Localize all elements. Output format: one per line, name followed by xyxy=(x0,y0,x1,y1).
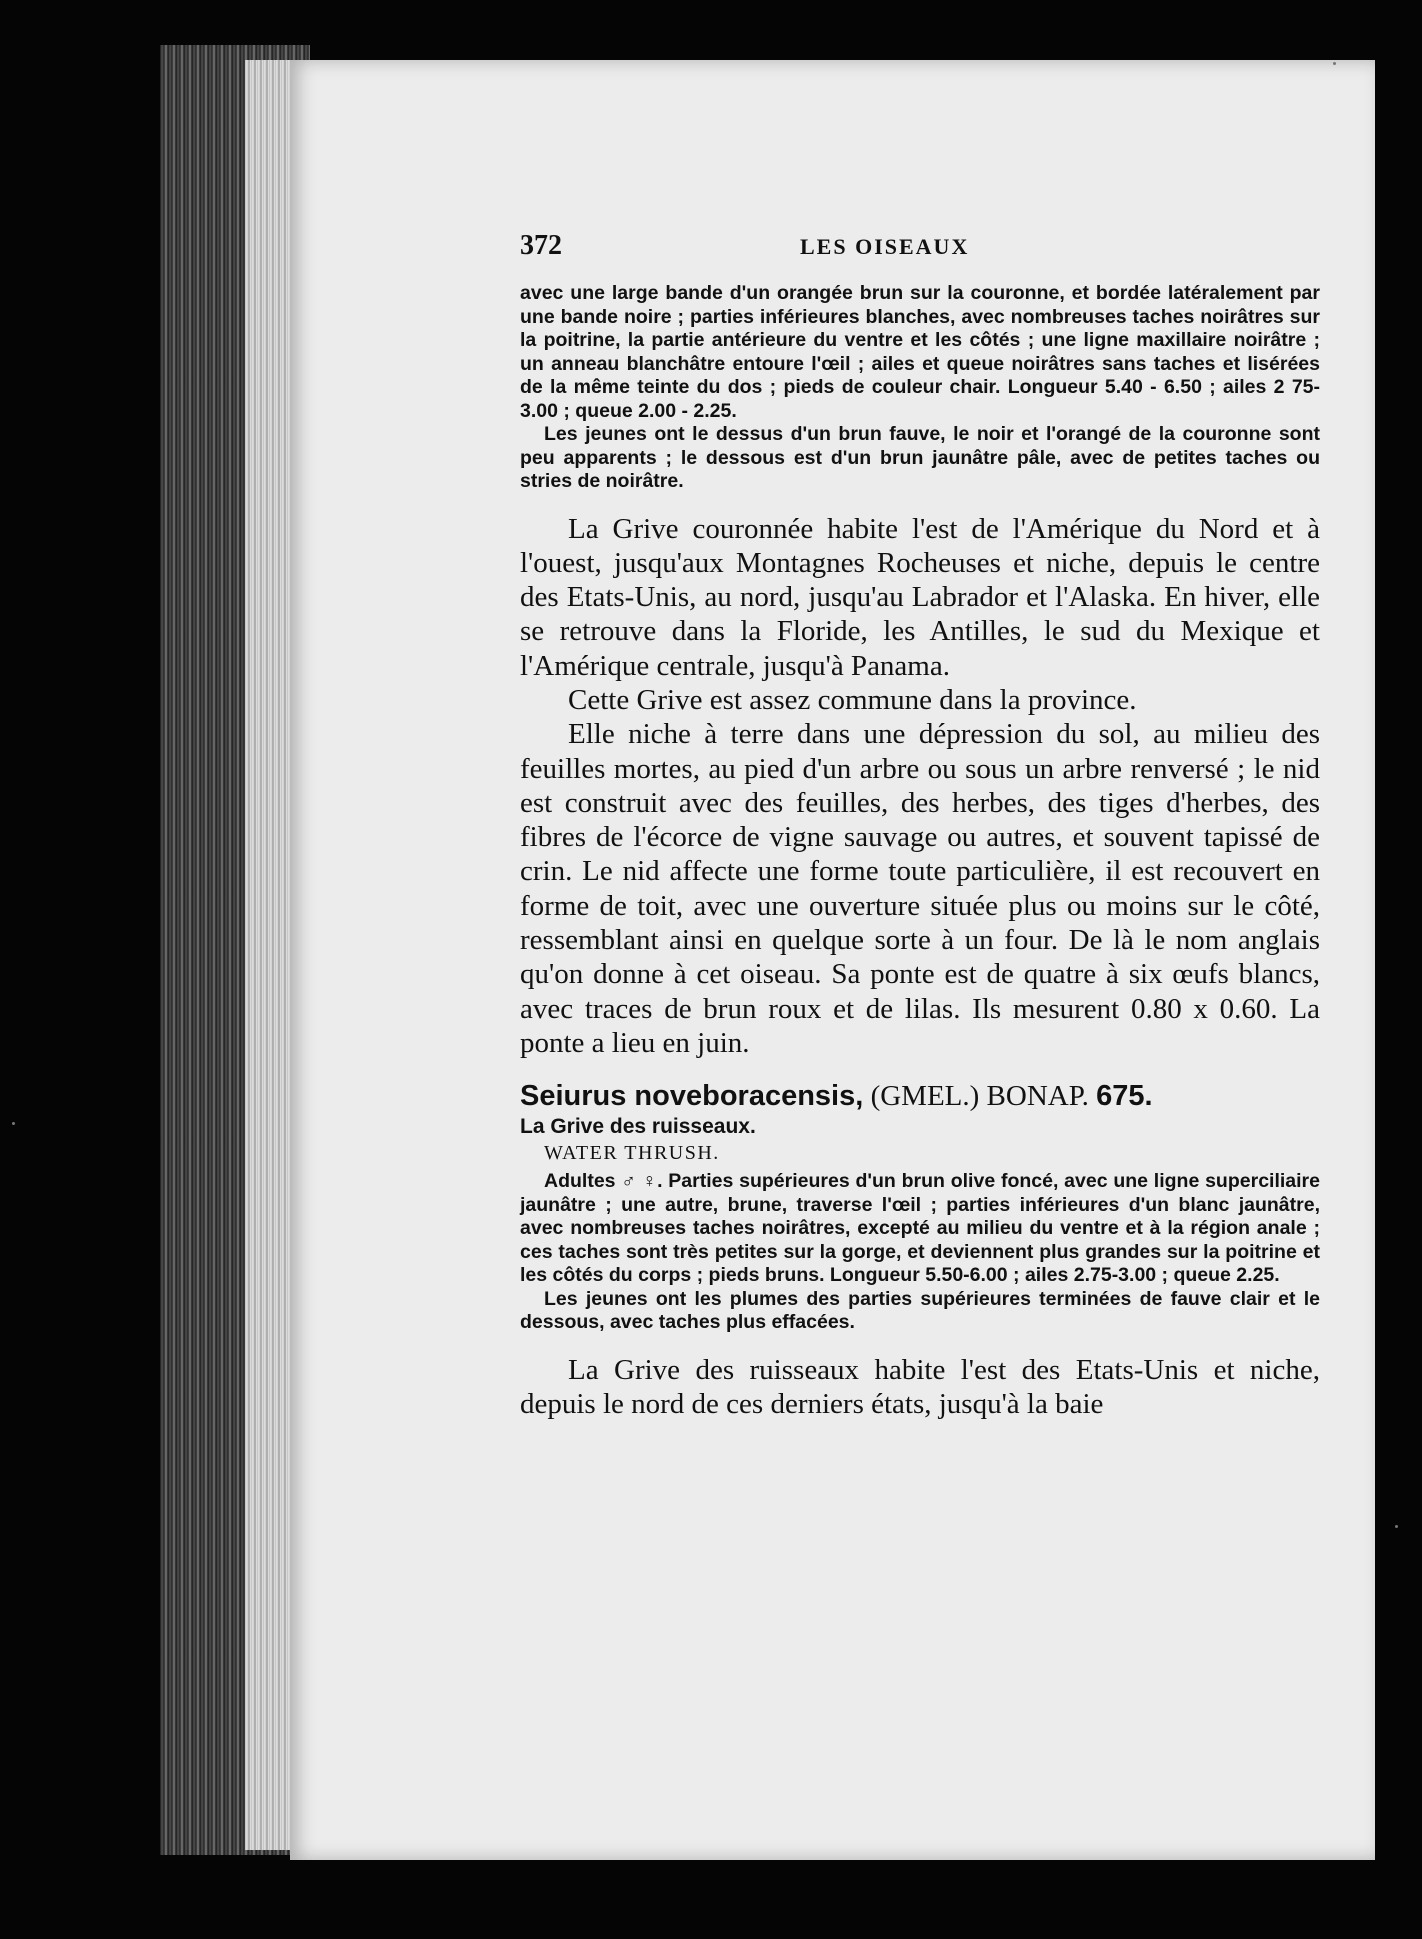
common-name-french: La Grive des ruisseaux. xyxy=(520,1115,756,1139)
range-paragraph: La Grive couronnée habite l'est de l'Amérique du Nord et à l'ouest, jusqu'aux Montagnes Rocheuses et niche, depuis le centre des Etats-Unis, au nord, jusqu'au Labrador et l'Alaska. En hiver, elle se retrouve dans la Floride, les Antilles, le sud du Mexique et l'Amérique centrale, jusqu'à Panama. xyxy=(520,512,1320,682)
species-number: 675. xyxy=(1096,1080,1153,1113)
scan-speck xyxy=(1395,1525,1398,1528)
adult-description: Adultes ♂ ♀. Parties supérieures d'un brun olive foncé, avec une ligne superciliaire jaunâtre ; une autre, brune, traverse l'œil ; parties inférieures d'un blanc jaunâtre, avec nombreuses taches noirâtres, excepté au milieu du ventre et à la région anale ; ces taches sont très petites sur la gorge, et deviennent plus grandes sur la poitrine et les côtés du corps ; pieds bruns. Longueur 5.50-6.00 ; ailes 2.75-3.00 ; queue 2.25. xyxy=(520,1170,1320,1287)
common-name-english: WATER THRUSH. xyxy=(544,1142,720,1165)
range-paragraph: La Grive des ruisseaux habite l'est des Etats-Unis et niche, depuis le nord de ces derniers états, jusqu'à la baie xyxy=(520,1353,1320,1421)
scan-speck xyxy=(1333,62,1336,65)
book-gutter xyxy=(245,60,290,1850)
nesting-paragraph: Elle niche à terre dans une dépression du sol, au milieu des feuilles mortes, au pied d'un arbre ou sous un arbre renversé ; le nid est construit avec des feuilles, des herbes, des tiges d'herbes, des fibres de l'écorce de vigne sauvage ou autres, et souvent tapissé de crin. Le nid affecte une forme toute particulière, il est recouvert en forme de toit, avec une ouverture située plus ou moins sur le côté, ressemblant ainsi en quelque sorte à un four. De là le nom anglais qu'on donne à cet oiseau. Sa ponte est de quatre à six œufs blancs, avec traces de brun roux et de lilas. Ils mesurent 0.80 x 0.60. La ponte a lieu en juin. xyxy=(520,718,1320,1059)
page-content xyxy=(520,230,1320,1421)
running-title: LES OISEAUX xyxy=(800,234,970,259)
abundance-paragraph: Cette Grive est assez commune dans la province. xyxy=(568,683,1137,716)
scan-speck xyxy=(12,1122,15,1125)
species-heading xyxy=(520,1078,1320,1114)
description-paragraph: avec une large bande d'un orangée brun sur la couronne, et bordée latéralement par une bande noire ; parties inférieures blanches, avec nombreuses taches noirâtres sur la poitrine, la partie antérieure du ventre et les côtés ; une ligne maxillaire noirâtre ; un anneau blanchâtre entoure l'œil ; ailes et queue noirâtres sans taches et lisérées de la même teinte du dos ; pieds de couleur chair. Longueur 5.40 - 6.50 ; ailes 2 75-3.00 ; queue 2.00 - 2.25. xyxy=(520,282,1320,422)
juvenile-description: Les jeunes ont le dessus d'un brun fauve, le noir et l'orangé de la couronne sont peu apparents ; le dessous est d'un brun jaunâtre pâle, avec de petites taches ou stries de noirâtre. xyxy=(520,423,1320,492)
running-head xyxy=(520,230,1320,270)
juvenile-description: Les jeunes ont les plumes des parties supérieures terminées de fauve clair et le dessous, avec taches plus effacées. xyxy=(520,1287,1320,1334)
species-authority: (GMEL.) BONAP. xyxy=(863,1080,1097,1113)
scientific-name: Seiurus noveboracensis, xyxy=(520,1080,864,1113)
page-number: 372 xyxy=(520,230,562,261)
